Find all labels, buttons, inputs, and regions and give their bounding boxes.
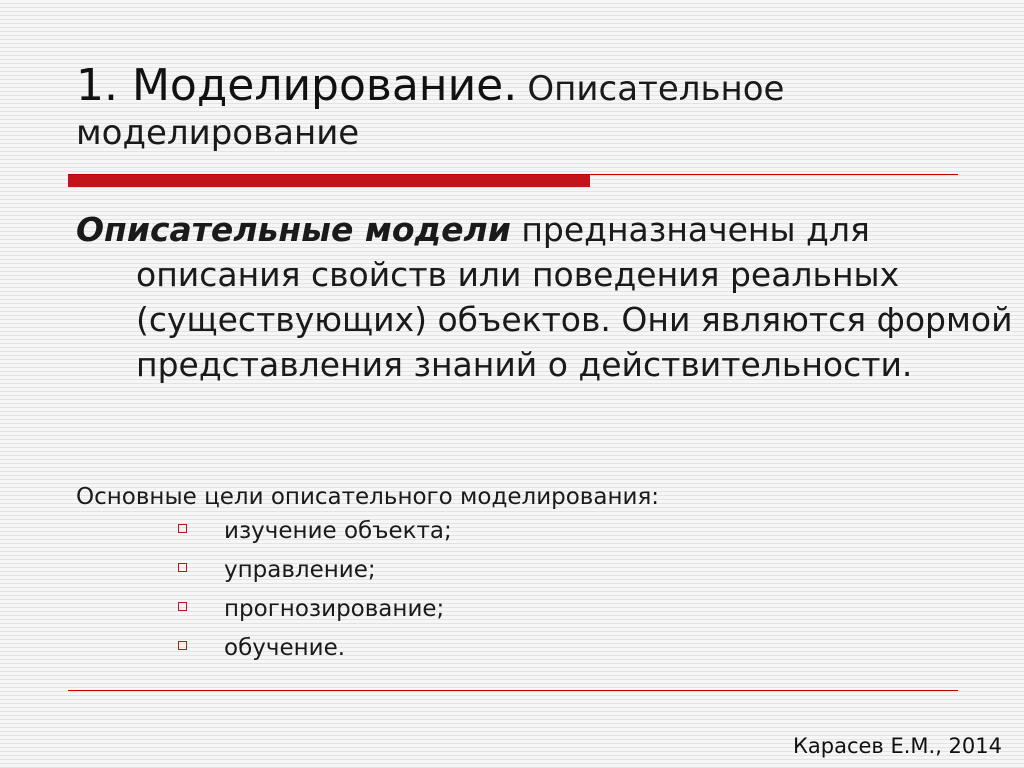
definition-text: предназначены для описания свойств или поведения реальных (существующих) объектов. Они являются формой представления знаний о действительности. bbox=[136, 210, 1013, 384]
title-accent-bar bbox=[68, 175, 590, 187]
title-main: 1. Моделирование. bbox=[76, 60, 518, 111]
goal-text: прогнозирование; bbox=[224, 596, 445, 622]
goal-text: обучение. bbox=[224, 635, 346, 661]
hollow-square-bullet-icon bbox=[178, 602, 187, 611]
definition-paragraph bbox=[76, 207, 1016, 387]
bottom-divider-line bbox=[68, 690, 958, 691]
hollow-square-bullet-icon bbox=[178, 641, 187, 650]
hollow-square-bullet-icon bbox=[178, 563, 187, 572]
footer-author: Карасев Е.М., 2014 bbox=[792, 734, 1002, 758]
definition-term: Описательные модели bbox=[76, 210, 511, 249]
title-subtitle-part-1: Описательное bbox=[527, 69, 785, 109]
title-subtitle-part-2: моделирование bbox=[76, 112, 360, 153]
hollow-square-bullet-icon bbox=[178, 524, 187, 533]
goals-heading: Основные цели описательного моделирования: bbox=[76, 484, 660, 510]
goal-text: управление; bbox=[224, 557, 376, 583]
slide-title bbox=[76, 60, 976, 154]
goal-text: изучение объекта; bbox=[224, 518, 452, 544]
